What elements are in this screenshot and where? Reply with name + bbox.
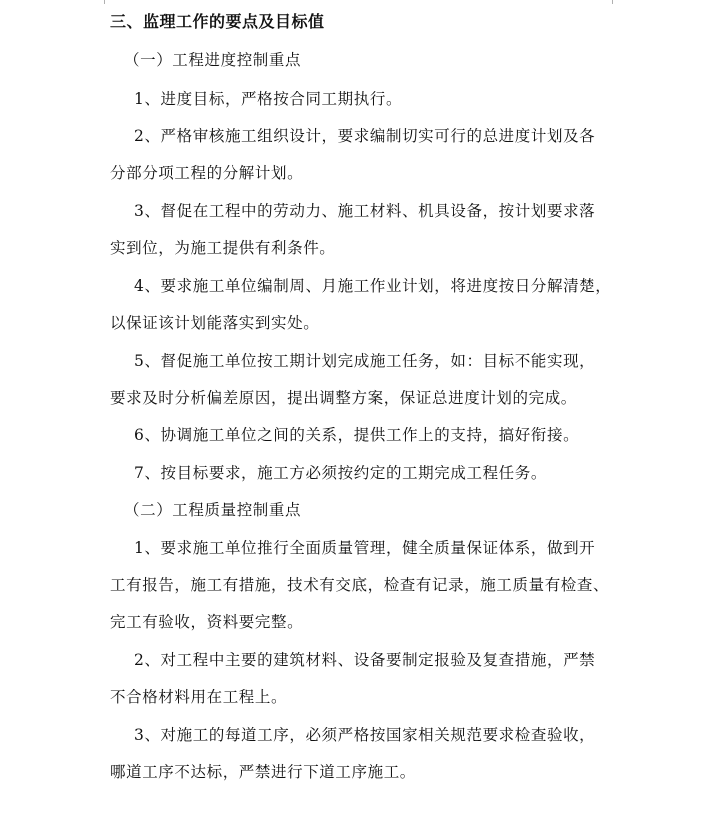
part2-item-1-line-1: 1、要求施工单位推行全面质量管理，健全质量保证体系，做到开: [134, 539, 596, 557]
section-title: 三、监理工作的要点及目标值: [110, 12, 325, 31]
part1-item-2-line-2: 分部分项工程的分解计划。: [110, 164, 304, 182]
part2-item-1-line-2: 工有报告，施工有措施，技术有交底，检查有记录，施工质量有检查、: [110, 576, 610, 594]
part1-item-3-line-2: 实到位，为施工提供有利条件。: [110, 239, 336, 257]
part1-item-5-line-2: 要求及时分析偏差原因，提出调整方案，保证总进度计划的完成。: [110, 389, 577, 407]
part2-item-2-line-2: 不合格材料用在工程上。: [110, 688, 288, 706]
part1-title: （一）工程进度控制重点: [124, 51, 302, 69]
part1-item-4-line-1: 4、要求施工单位编制周、月施工作业计划，将进度按日分解清楚，: [134, 277, 612, 295]
part1-item-6-line-1: 6、协调施工单位之间的关系，提供工作上的支持，搞好衔接。: [134, 426, 580, 444]
part2-item-3-line-1: 3、对施工的每道工序，必须严格按国家相关规范要求检查验收，: [134, 726, 596, 744]
part2-item-3-line-2: 哪道工序不达标，严禁进行下道工序施工。: [110, 763, 416, 781]
part2-item-1-line-3: 完工有验收，资料要完整。: [110, 613, 304, 631]
part1-item-4-line-2: 以保证该计划能落实到实处。: [110, 314, 320, 332]
part1-item-1-line-1: 1、进度目标，严格按合同工期执行。: [134, 90, 403, 108]
part2-title: （二）工程质量控制重点: [124, 501, 302, 519]
part2-item-2-line-1: 2、对工程中主要的建筑材料、设备要制定报验及复查措施，严禁: [134, 651, 596, 669]
part1-item-2-line-1: 2、严格审核施工组织设计，要求编制切实可行的总进度计划及各: [134, 127, 596, 145]
part1-item-5-line-1: 5、督促施工单位按工期计划完成施工任务，如：目标不能实现，: [134, 352, 596, 370]
part1-item-7-line-1: 7、按目标要求，施工方必须按约定的工期完成工程任务。: [134, 464, 547, 482]
page-margin-mark-left: [92, 0, 105, 4]
part1-item-3-line-1: 3、督促在工程中的劳动力、施工材料、机具设备，按计划要求落: [134, 202, 596, 220]
page-margin-mark-right: [612, 0, 625, 4]
